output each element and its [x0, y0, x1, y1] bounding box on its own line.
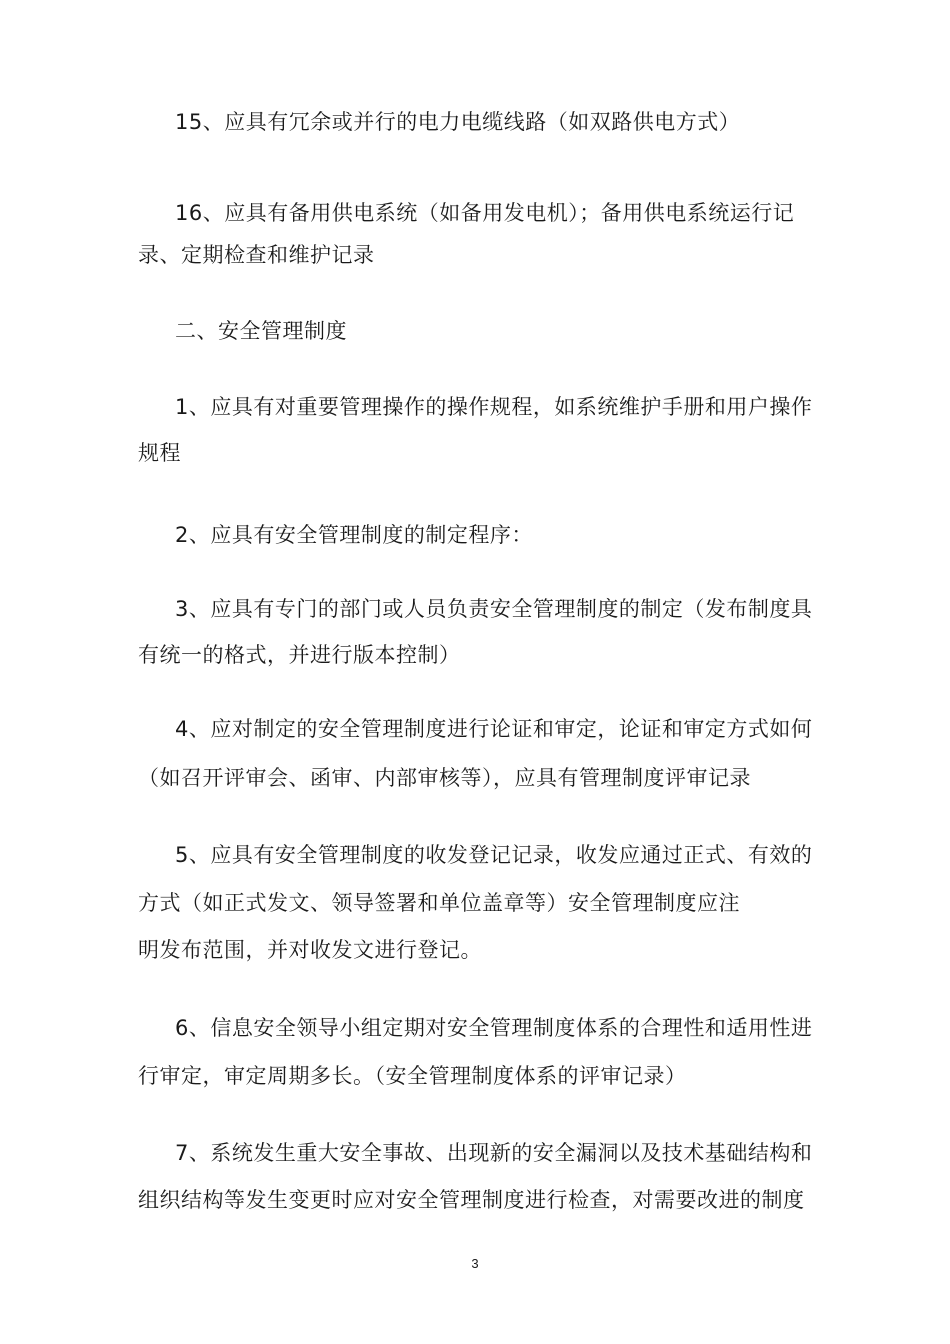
item-4-line-2: （如召开评审会、函审、内部审核等），应具有管理制度评审记录 [138, 766, 751, 790]
page-number: 3 [471, 1256, 479, 1271]
section-heading: 二、安全管理制度 [175, 319, 347, 343]
item-6-line-2: 行审定，审定周期多长。（安全管理制度体系的评审记录） [138, 1064, 687, 1088]
item-3-line-2: 有统一的格式，并进行版本控制） [138, 643, 461, 667]
item-5-line-2: 方式（如正式发文、领导签署和单位盖章等）安全管理制度应注 [138, 891, 740, 915]
item-1-line-1: 1、应具有对重要管理操作的操作规程，如系统维护手册和用户操作 [175, 395, 813, 419]
item-2-line-1: 2、应具有安全管理制度的制定程序： [175, 523, 533, 547]
item-3-line-1: 3、应具有专门的部门或人员负责安全管理制度的制定（发布制度具 [175, 597, 813, 621]
item-5-line-1: 5、应具有安全管理制度的收发登记记录，收发应通过正式、有效的 [175, 843, 813, 867]
item-6-line-1: 6、信息安全领导小组定期对安全管理制度体系的合理性和适用性进 [175, 1016, 813, 1040]
item-7-line-1: 7、系统发生重大安全事故、出现新的安全漏洞以及技术基础结构和 [175, 1141, 813, 1165]
item-15-line-1: 15、应具有冗余或并行的电力电缆线路（如双路供电方式） [175, 110, 741, 134]
item-16-line-1: 16、应具有备用供电系统（如备用发电机）；备用供电系统运行记 [175, 201, 795, 225]
item-7-line-2: 组织结构等发生变更时应对安全管理制度进行检查，对需要改进的制度 [138, 1188, 805, 1212]
item-5-line-3: 明发布范围，并对收发文进行登记。 [138, 938, 482, 962]
item-4-line-1: 4、应对制定的安全管理制度进行论证和审定，论证和审定方式如何 [175, 717, 813, 741]
item-16-line-2: 录、定期检查和维护记录 [138, 243, 375, 267]
item-1-line-2: 规程 [138, 441, 181, 465]
